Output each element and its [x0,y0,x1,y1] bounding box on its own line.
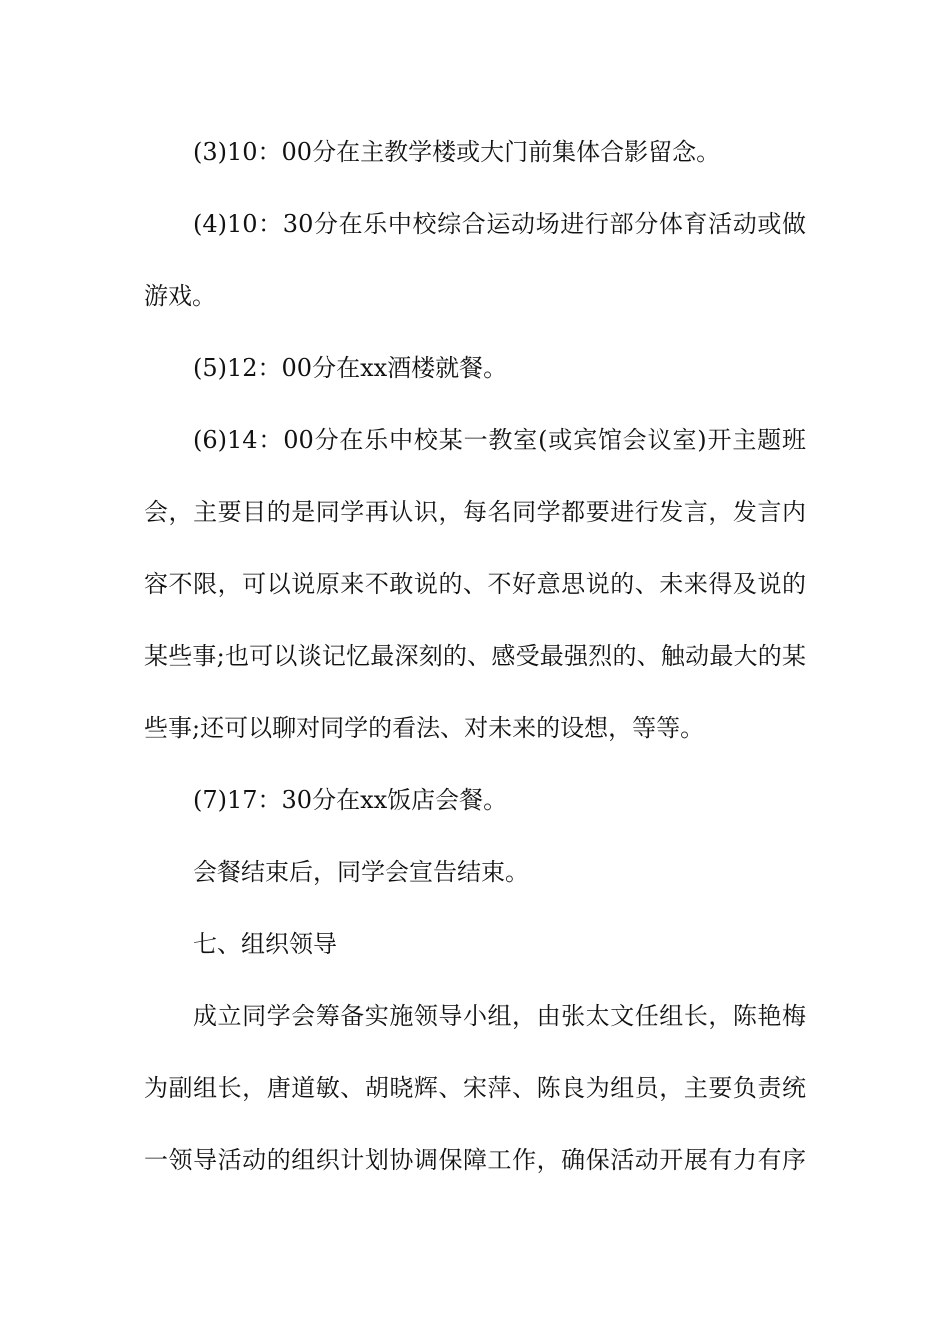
paragraph-item-6-line-5: 些事;还可以聊对同学的看法、对未来的设想，等等。 [144,714,705,742]
paragraph-item-4-line-2: 游戏。 [144,282,216,310]
paragraph-item-6-line-1: (6)14：00分在乐中校某一教室(或宾馆会议室)开主题班 [193,426,806,454]
paragraph-item-6-line-2: 会，主要目的是同学再认识，每名同学都要进行发言，发言内 [144,498,806,526]
paragraph-item-7: (7)17：30分在xx饭店会餐。 [193,786,508,814]
paragraph-closing: 会餐结束后，同学会宣告结束。 [193,858,529,886]
paragraph-leadership-line-1: 成立同学会筹备实施领导小组，由张太文任组长，陈艳梅 [193,1002,806,1030]
paragraph-leadership-line-3: 一领导活动的组织计划协调保障工作，确保活动开展有力有序 [144,1146,806,1174]
paragraph-item-6-line-4: 某些事;也可以谈记忆最深刻的、感受最强烈的、触动最大的某 [144,642,806,670]
paragraph-item-3: (3)10：00分在主教学楼或大门前集体合影留念。 [193,138,721,166]
section-heading: 七、组织领导 [193,930,337,958]
paragraph-item-5: (5)12：00分在xx酒楼就餐。 [193,354,508,382]
paragraph-item-6-line-3: 容不限，可以说原来不敢说的、不好意思说的、未来得及说的 [144,570,806,598]
paragraph-leadership-line-2: 为副组长，唐道敏、胡晓辉、宋萍、陈良为组员，主要负责统 [144,1074,806,1102]
paragraph-item-4-line-1: (4)10：30分在乐中校综合运动场进行部分体育活动或做 [193,210,806,238]
